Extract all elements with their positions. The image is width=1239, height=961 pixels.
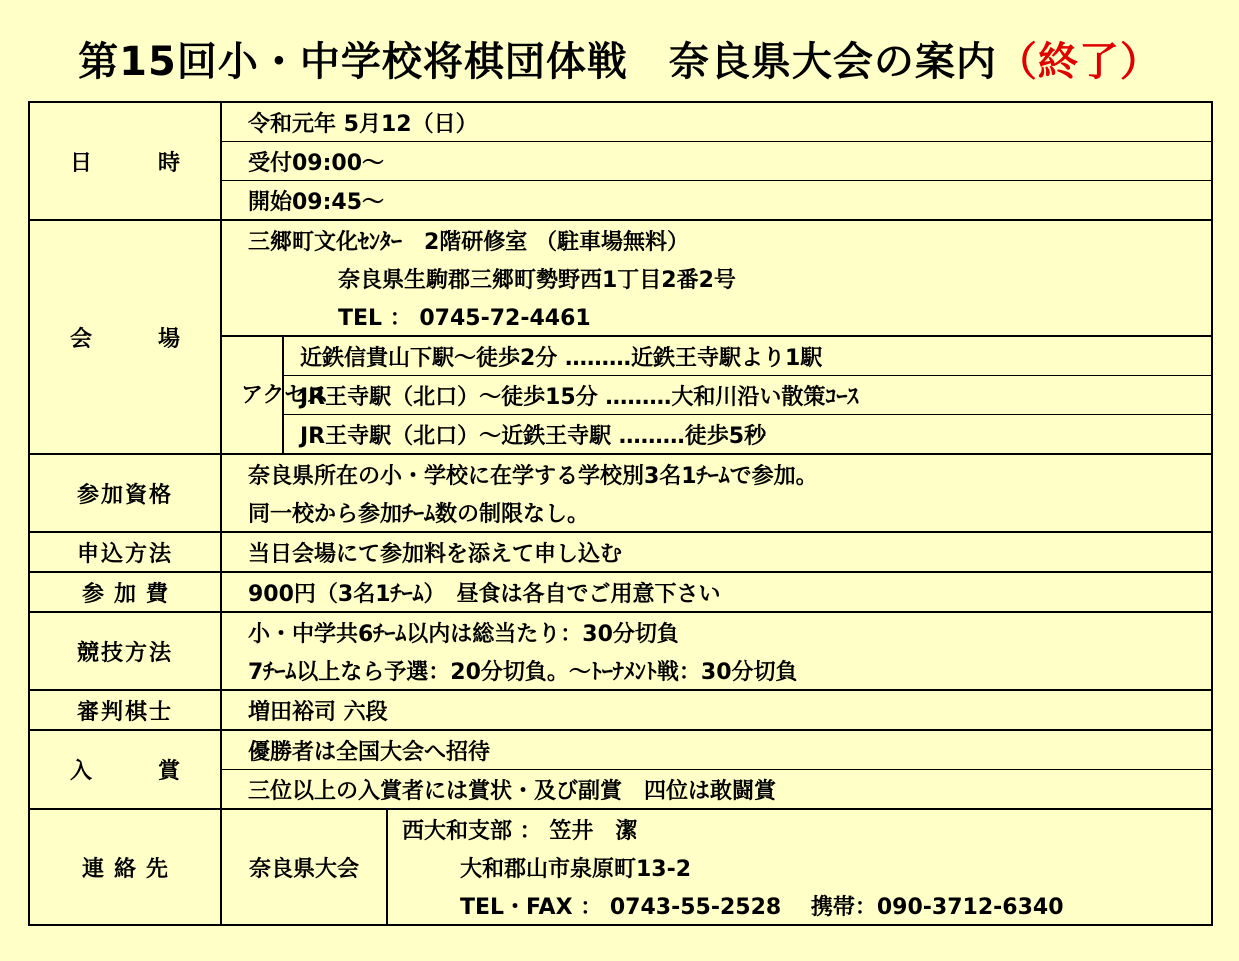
title-status: （終了） <box>996 39 1161 85</box>
datetime-start: 開始09:45～ <box>221 181 1212 221</box>
contact-branch: 西大和支部 ： 笠井 潔 <box>387 809 1212 848</box>
contact-org: 奈良県大会 <box>221 809 387 925</box>
eligibility-line-2: 同一校から参加ﾁｰﾑ数の制限なし。 <box>221 493 1212 532</box>
access-route-2: JR王寺駅（北口）～徒歩15分 ………大和川沿い散策ｺｰｽ <box>283 376 1212 415</box>
row-contact <box>29 809 1212 848</box>
access-route-3: JR王寺駅（北口）～近鉄王寺駅 ………徒歩5秒 <box>283 415 1212 455</box>
apply-line: 当日会場にて参加料を添えて申し込む <box>221 532 1212 572</box>
datetime-date: 令和元年 5月12（日） <box>221 102 1212 142</box>
label-contact: 連絡先 <box>29 809 221 925</box>
row-venue <box>29 220 1212 259</box>
contact-phone: TEL・FAX ： 0743-55-2528 携帯：090-3712-6340 <box>387 886 1212 925</box>
label-judge: 審判棋士 <box>29 690 221 730</box>
access-route-1: 近鉄信貴山下駅～徒歩2分 ………近鉄王寺駅より1駅 <box>283 336 1212 376</box>
access-label <box>221 336 329 454</box>
prize-line-2: 三位以上の入賞者には賞状・及び副賞 四位は敢闘賞 <box>221 770 1212 810</box>
label-datetime: 日 時 <box>29 102 221 220</box>
row-judge <box>29 690 1212 730</box>
row-apply <box>29 532 1212 572</box>
row-datetime <box>29 102 1212 142</box>
access-label-text: アクセス <box>241 382 329 408</box>
label-format: 競技方法 <box>29 612 221 690</box>
contact-address: 大和郡山市泉原町13-2 <box>387 848 1212 886</box>
judge-line: 増田裕司 六段 <box>221 690 1212 730</box>
eligibility-line-1: 奈良県所在の小・学校に在学する学校別3名1ﾁｰﾑで参加。 <box>221 454 1212 493</box>
row-prize <box>29 730 1212 770</box>
title-main: 第15回小・中学校将棋団体戦 奈良県大会の案内 <box>78 39 997 85</box>
format-line-2: 7ﾁｰﾑ以上なら予選：20分切負。～ﾄｰﾅﾒﾝﾄ戦：30分切負 <box>221 651 1212 690</box>
label-eligibility: 参加資格 <box>29 454 221 532</box>
info-table <box>28 101 1213 926</box>
page-title <box>0 30 1239 87</box>
fee-line: 900円（3名1ﾁｰﾑ） 昼食は各自でご用意下さい <box>221 572 1212 612</box>
venue-name: 三郷町文化ｾﾝﾀｰ 2階研修室 （駐車場無料） <box>221 220 1212 259</box>
venue-tel: TEL ： 0745-72-4461 <box>221 297 1212 336</box>
row-fee <box>29 572 1212 612</box>
row-eligibility <box>29 454 1212 493</box>
prize-line-1: 優勝者は全国大会へ招待 <box>221 730 1212 770</box>
venue-address: 奈良県生駒郡三郷町勢野西1丁目2番2号 <box>221 259 1212 297</box>
datetime-reception: 受付09:00～ <box>221 142 1212 181</box>
format-line-1: 小・中学共6ﾁｰﾑ以内は総当たり：30分切負 <box>221 612 1212 651</box>
label-prize: 入 賞 <box>29 730 221 809</box>
label-venue: 会 場 <box>29 220 221 454</box>
label-fee: 参加費 <box>29 572 221 612</box>
row-format <box>29 612 1212 651</box>
label-apply: 申込方法 <box>29 532 221 572</box>
